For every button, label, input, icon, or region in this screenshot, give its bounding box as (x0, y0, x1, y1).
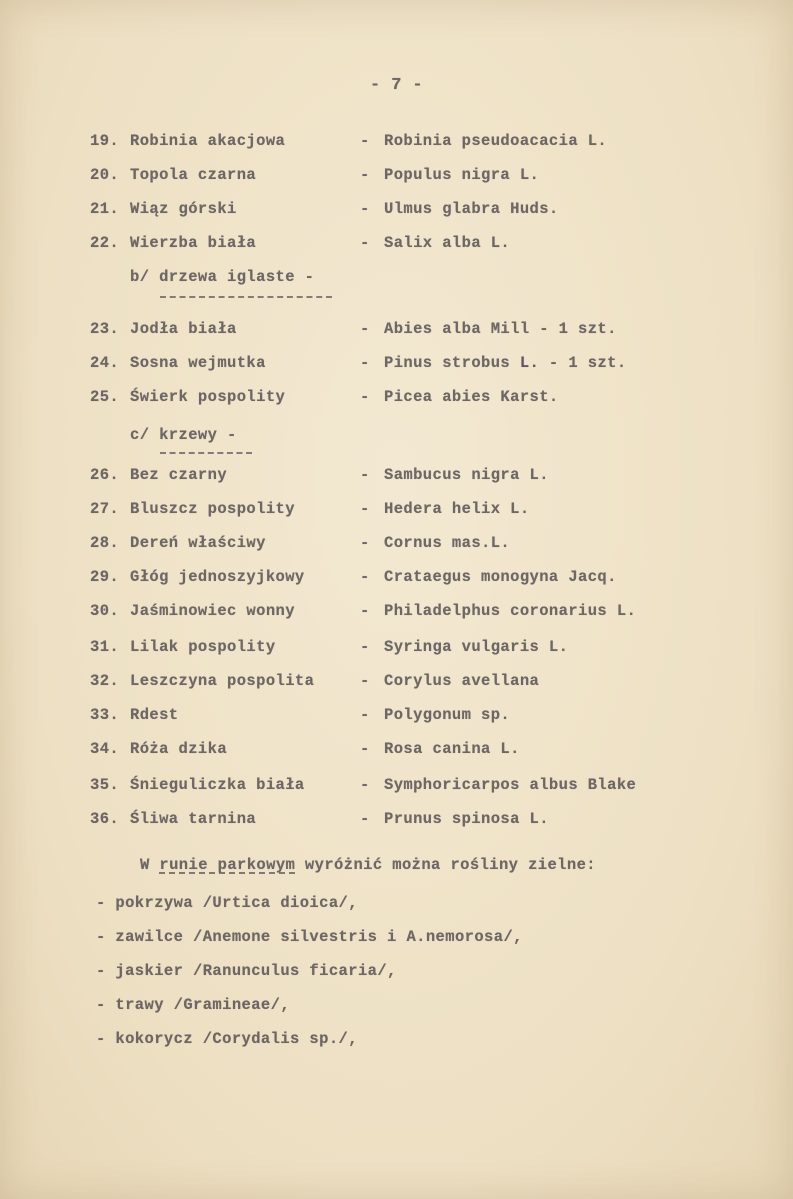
polish-name: Bez czarny (130, 466, 228, 484)
item-number: 34. (90, 740, 120, 758)
item-number: 35. (90, 776, 120, 794)
dash: - (360, 602, 370, 620)
section-heading-shrubs: c/ krzewy - (130, 426, 237, 444)
dash: - (360, 234, 370, 252)
dash: - (360, 200, 370, 218)
list-item (0, 706, 793, 730)
polish-name: Śliwa tarnina (130, 810, 257, 828)
polish-name: Świerk pospolity (130, 388, 286, 406)
item-number: 33. (90, 706, 120, 724)
list-item (0, 320, 793, 344)
polish-name: Robinia akacjowa (130, 132, 286, 150)
item-number: 24. (90, 354, 120, 372)
list-item (0, 568, 793, 592)
list-item (0, 354, 793, 378)
dash: - (360, 706, 370, 724)
list-item (0, 466, 793, 490)
list-item (0, 234, 793, 258)
paragraph-underlined: runie parkowym (159, 856, 296, 874)
polish-name: Dereń właściwy (130, 534, 266, 552)
polish-name: Śnieguliczka biała (130, 776, 305, 794)
list-item (0, 810, 793, 834)
heading-underline (160, 296, 332, 298)
dash: - (360, 740, 370, 758)
item-number: 21. (90, 200, 120, 218)
polish-name: Jodła biała (130, 320, 237, 338)
latin-name: Prunus spinosa L. (384, 810, 549, 828)
polish-name: Róża dzika (130, 740, 228, 758)
list-item (0, 776, 793, 800)
list-item (0, 388, 793, 412)
latin-name: Salix alba L. (384, 234, 511, 252)
item-number: 25. (90, 388, 120, 406)
polish-name: Jaśminowiec wonny (130, 602, 295, 620)
dash: - (360, 500, 370, 518)
dash: - (360, 388, 370, 406)
latin-name: Sambucus nigra L. (384, 466, 549, 484)
latin-name: Philadelphus coronarius L. (384, 602, 637, 620)
latin-name: Populus nigra L. (384, 166, 540, 184)
latin-name: Ulmus glabra Huds. (384, 200, 559, 218)
dash: - (360, 810, 370, 828)
polish-name: Topola czarna (130, 166, 257, 184)
list-item (0, 602, 793, 626)
polish-name: Wiąz górski (130, 200, 237, 218)
list-item (0, 672, 793, 696)
section-heading-conifers: b/ drzewa iglaste - (130, 268, 315, 286)
list-item: - trawy /Gramineae/, (96, 996, 291, 1014)
list-item (0, 740, 793, 764)
list-item: - kokorycz /Corydalis sp./, (96, 1030, 358, 1048)
polish-name: Sosna wejmutka (130, 354, 266, 372)
dash: - (360, 166, 370, 184)
item-number: 36. (90, 810, 120, 828)
polish-name: Głóg jednoszyjkowy (130, 568, 305, 586)
dash: - (360, 638, 370, 656)
polish-name: Lilak pospolity (130, 638, 276, 656)
dash: - (360, 568, 370, 586)
dash: - (360, 320, 370, 338)
item-number: 30. (90, 602, 120, 620)
polish-name: Leszczyna pospolita (130, 672, 315, 690)
item-number: 27. (90, 500, 120, 518)
latin-name: Corylus avellana (384, 672, 540, 690)
latin-name: Crataegus monogyna Jacq. (384, 568, 617, 586)
page-number: - 7 - (369, 76, 423, 95)
paragraph-start: W (140, 856, 160, 874)
list-item (0, 534, 793, 558)
latin-name: Cornus mas.L. (384, 534, 511, 552)
polish-name: Wierzba biała (130, 234, 257, 252)
item-number: 29. (90, 568, 120, 586)
heading-underline (160, 452, 252, 454)
item-number: 26. (90, 466, 120, 484)
list-item (0, 638, 793, 662)
list-item: - jaskier /Ranunculus ficaria/, (96, 962, 397, 980)
latin-name-suffix: - 1 szt. (539, 354, 627, 372)
list-item (0, 132, 793, 156)
latin-name: Picea abies Karst. (384, 388, 559, 406)
list-item (0, 166, 793, 190)
latin-name: Symphoricarpos albus Blake (384, 776, 637, 794)
list-item (0, 200, 793, 224)
latin-name: Abies alba Mill - 1 szt. (384, 320, 617, 338)
item-number: 22. (90, 234, 120, 252)
dash: - (360, 776, 370, 794)
item-number: 28. (90, 534, 120, 552)
dash: - (360, 672, 370, 690)
handwritten-correction: L. (519, 354, 540, 372)
paragraph (140, 856, 596, 874)
latin-name-main: Pinus strobus (384, 354, 520, 372)
polish-name: Rdest (130, 706, 179, 724)
dash: - (360, 534, 370, 552)
polish-name: Bluszcz pospolity (130, 500, 295, 518)
list-item (0, 500, 793, 524)
paragraph-end: wyróżnić można rośliny zielne: (295, 856, 596, 874)
latin-name: Rosa canina L. (384, 740, 520, 758)
item-number: 19. (90, 132, 120, 150)
list-item: - zawilce /Anemone silvestris i A.nemorosa/, (96, 928, 523, 946)
item-number: 32. (90, 672, 120, 690)
latin-name (384, 354, 627, 372)
list-item: - pokrzywa /Urtica dioica/, (96, 894, 358, 912)
item-number: 20. (90, 166, 120, 184)
item-number: 23. (90, 320, 120, 338)
latin-name: Polygonum sp. (384, 706, 511, 724)
item-number: 31. (90, 638, 120, 656)
latin-name: Hedera helix L. (384, 500, 530, 518)
latin-name: Robinia pseudoacacia L. (384, 132, 608, 150)
latin-name: Syringa vulgaris L. (384, 638, 569, 656)
dash: - (360, 132, 370, 150)
dash: - (360, 466, 370, 484)
dash: - (360, 354, 370, 372)
